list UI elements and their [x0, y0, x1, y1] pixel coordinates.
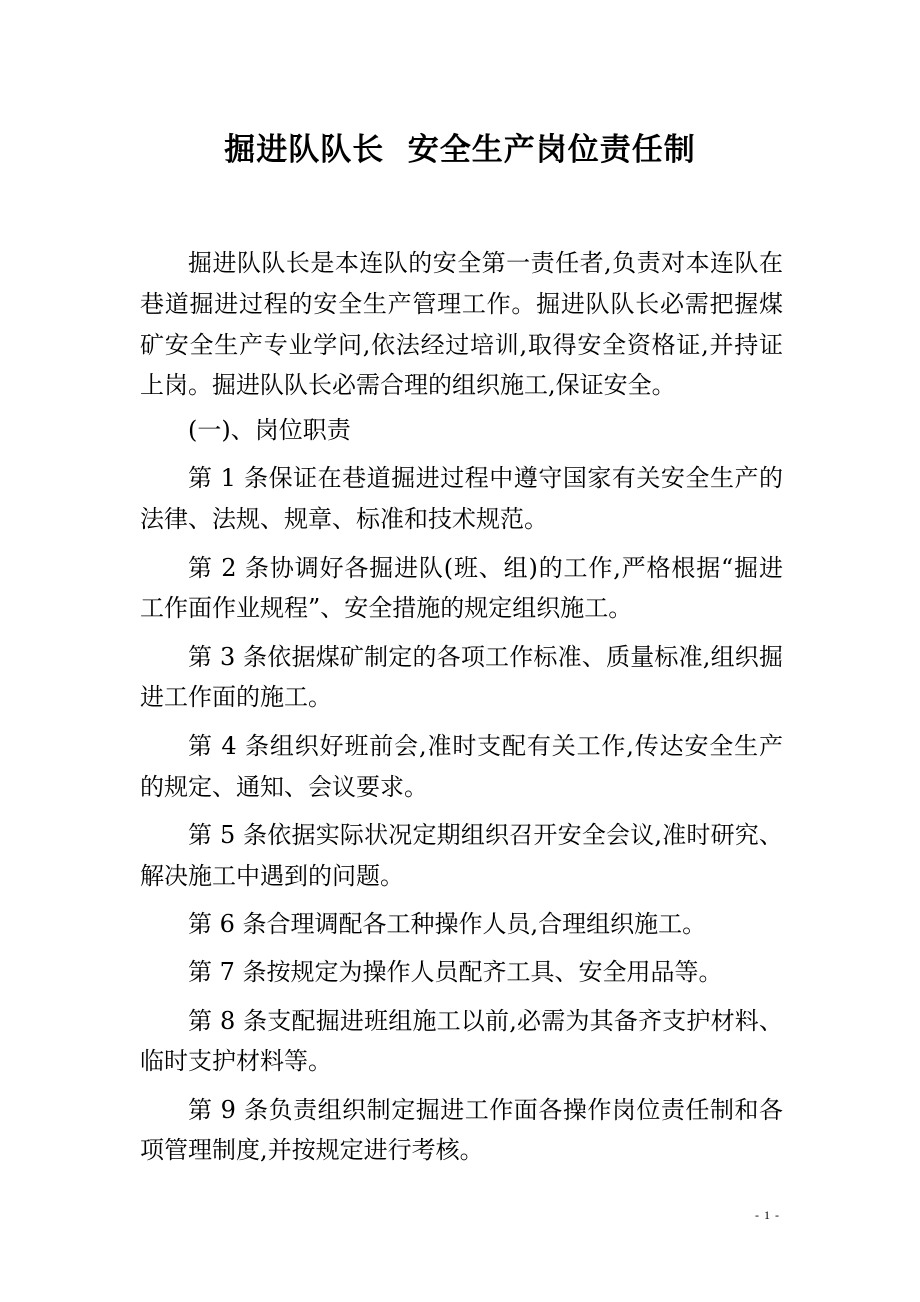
article-3: 第 3 条依据煤矿制定的各项工作标准、质量标准,组织掘进工作面的施工。 — [140, 642, 783, 712]
page-number: - 1 - — [755, 1208, 780, 1222]
document-body — [140, 243, 783, 1179]
section-heading: (一)、岗位职责 — [188, 416, 351, 445]
article-6: 第 6 条合理调配各工种操作人员,合理组织施工。 — [188, 909, 707, 938]
article-5: 第 5 条依据实际状况定期组织召开安全会议,准时研究、解决施工中遇到的问题。 — [140, 820, 783, 890]
document-title: 掘进队队长 安全生产岗位责任制 — [224, 132, 696, 168]
article-2: 第 2 条协调好各掘进队(班、组)的工作,严格根据“掘进工作面作业规程”、安全措施的规定组织施工。 — [140, 553, 783, 623]
article-9: 第 9 条负责组织制定掘进工作面各操作岗位责任制和各项管理制度,并按规定进行考核。 — [140, 1095, 783, 1165]
article-8: 第 8 条支配掘进班组施工以前,必需为其备齐支护材料、临时支护材料等。 — [140, 1006, 783, 1076]
article-1: 第 1 条保证在巷道掘进过程中遵守国家有关安全生产的法律、法规、规章、标准和技术规范。 — [140, 464, 783, 534]
intro-paragraph: 掘进队队长是本连队的安全第一责任者,负责对本连队在巷道掘进过程的安全生产管理工作。掘进队队长必需把握煤矿安全生产专业学问,依法经过培训,取得安全资格证,并持证上岗。掘进队队长必需合理的组织施工,保证安全。 — [140, 249, 783, 400]
article-7: 第 7 条按规定为操作人员配齐工具、安全用品等。 — [188, 958, 723, 987]
article-4: 第 4 条组织好班前会,准时支配有关工作,传达安全生产的规定、通知、会议要求。 — [140, 731, 783, 801]
